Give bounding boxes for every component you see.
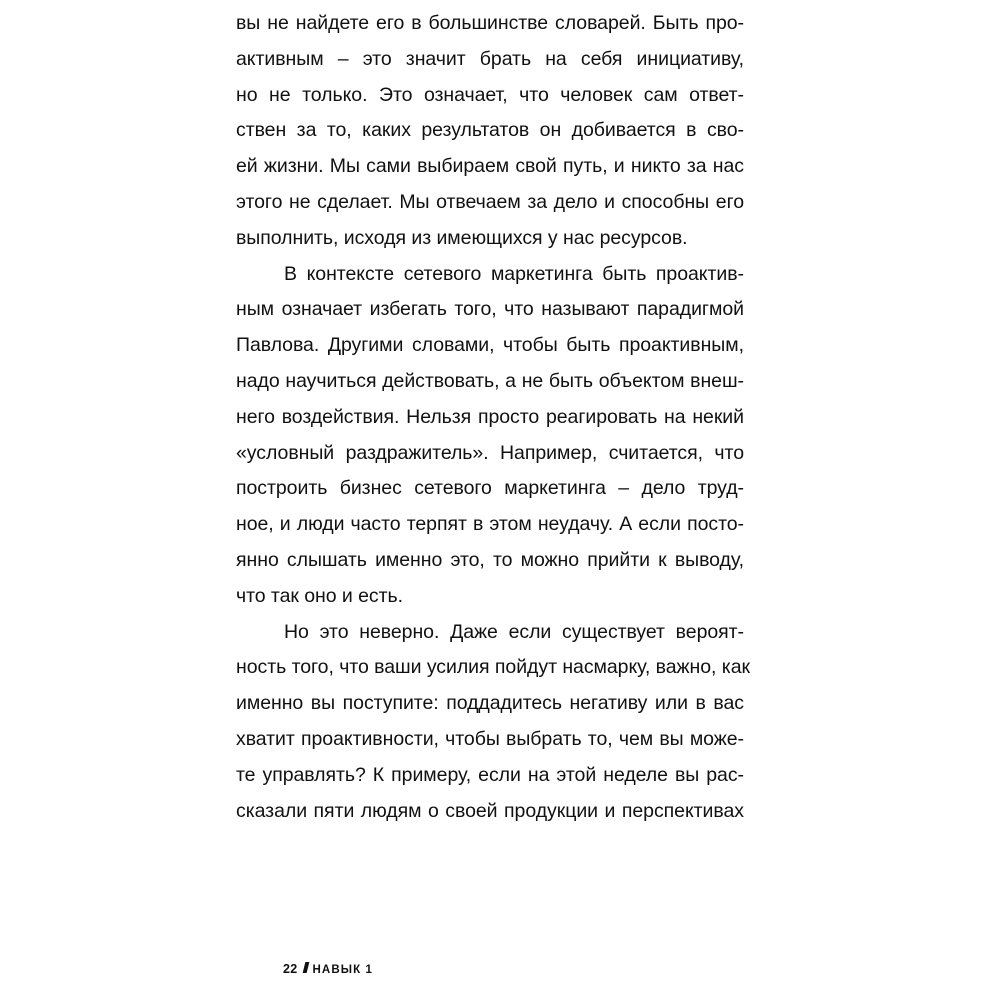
- text-line: янно слышать именно это, то можно прийти к выводу,: [236, 548, 744, 571]
- text-line: именно вы поступите: поддадитесь негативу или в вас: [236, 692, 744, 715]
- text-line: «условный раздражитель». Например, считается, что: [236, 441, 744, 464]
- slash-separator-icon: [302, 962, 309, 973]
- body-text-column: [236, 6, 750, 829]
- text-line: выполнить, исходя из имеющихся у нас ресурсов.: [236, 226, 688, 249]
- text-line: Павлова. Другими словами, чтобы быть проактивным,: [236, 334, 744, 357]
- paragraph-1: [236, 6, 744, 257]
- text-line: этого не сделает. Мы отвечаем за дело и способны его: [236, 190, 744, 213]
- text-line: построить бизнес сетевого маркетинга – дело труд-: [236, 477, 744, 500]
- text-line: сказали пяти людям о своей продукции и перспективах: [236, 799, 744, 822]
- page-footer: [283, 962, 373, 976]
- text-line: ей жизни. Мы сами выбираем свой путь, и никто за нас: [236, 155, 744, 178]
- text-line: ствен за то, каких результатов он добивается в сво-: [236, 119, 744, 142]
- text-line: В контексте сетевого маркетинга быть проактив-: [284, 262, 744, 285]
- text-line: ность того, что ваши усилия пойдут насмарку, важно, как: [236, 656, 750, 679]
- footer-page-number: 22: [283, 962, 298, 976]
- text-line: но не только. Это означает, что человек сам ответ-: [236, 83, 744, 106]
- text-line: ным означает избегать того, что называют парадигмой: [236, 298, 744, 321]
- paragraph-2: [236, 257, 744, 615]
- footer-section-label: НАВЫК 1: [312, 964, 373, 976]
- text-line: те управлять? К примеру, если на этой неделе вы рас-: [236, 763, 744, 786]
- text-line: что так оно и есть.: [236, 584, 403, 607]
- text-line: Но это неверно. Даже если существует вероят-: [284, 620, 744, 643]
- text-line: активным – это значит брать на себя инициативу,: [236, 47, 744, 70]
- text-line: надо научиться действовать, а не быть объектом внеш-: [236, 369, 744, 392]
- text-line: ное, и люди часто терпят в этом неудачу. А если посто-: [236, 513, 744, 536]
- paragraph-3: [236, 615, 750, 830]
- text-line: хватит проактивности, чтобы выбрать то, чем вы може-: [236, 727, 744, 750]
- text-line: вы не найдете его в большинстве словарей. Быть про-: [236, 12, 744, 34]
- text-line: него воздействия. Нельзя просто реагировать на некий: [236, 405, 744, 428]
